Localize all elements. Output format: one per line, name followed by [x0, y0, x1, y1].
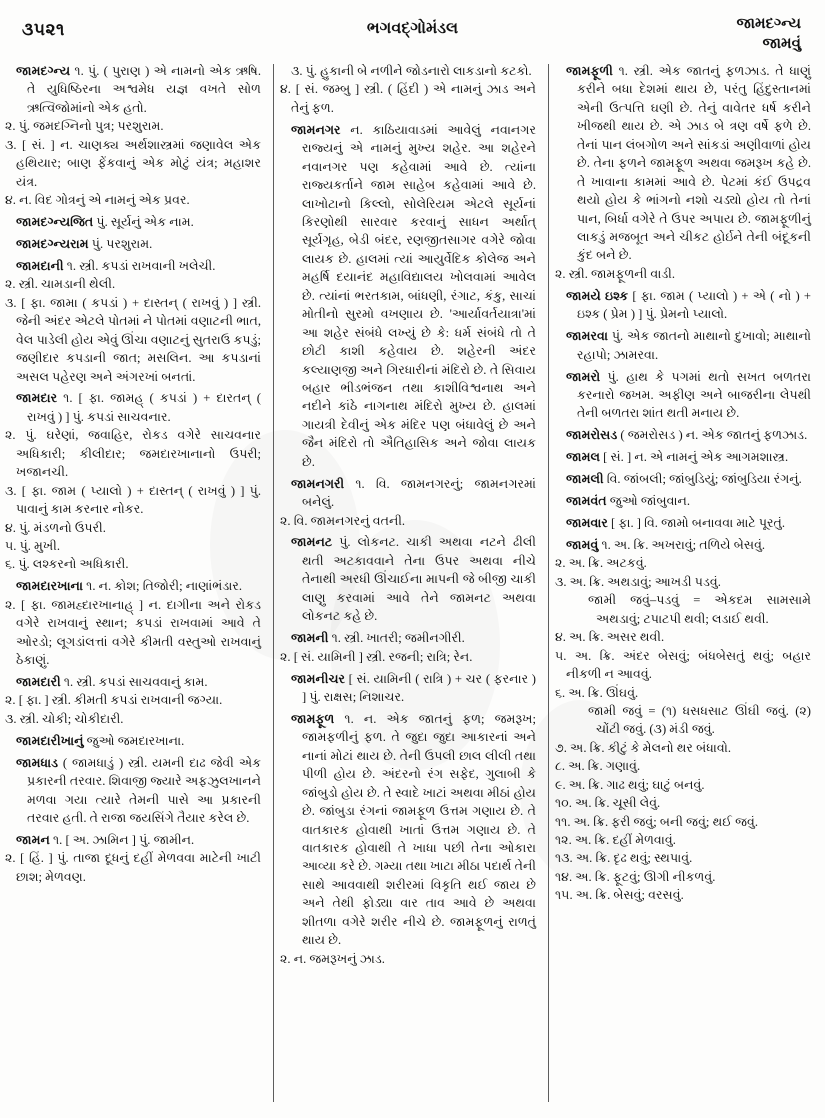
entry-sense-line: ૪. ન. વિદ ગોત્રનું એ નામનું એક પ્રવર. [5, 193, 190, 208]
entry-sense-line: ૯. અ. ક્રિ. ગાઢ થવું; ઘાટું બનવું. [555, 777, 705, 792]
headword: જામલ [566, 450, 600, 465]
entry-sense-line: ૨. [ હિં. ] પું. તાજા દૂધનું દહીં મેળવવા માટેની ખાટી છાશ; મેળવણ. [5, 851, 261, 884]
dictionary-entry [291, 533, 536, 625]
entry-headword-line: જામનગર ન. કાઠિયાવાડમાં આવેલું નવાનગર રાજ્યનું એ નામનું મુખ્ય શહેર. આ શહેરને નવાનગર પણ કહેવામાં આવે છે. ત્યાંના રાજ્યકર્તાને જામ સાહેબ કહેવામાં આવે છે. લાખોટાનો કિલ્લો, સોલેરિયમ એટલે સૂર્યનાં કિરણોથી સારવાર કરવાનું સાધન અર્થાત્ સૂર્યગૃહ, બેડી બંદર, રણજીતસાગર વગેરે જોવા લાયક છે. હાલમાં ત્યાં આયુર્વેદિક કોલેજ અને મહર્ષિ દયાનંદ મહાવિદ્યાલય ખોલવામાં આવેલ છે. ત્યાંનાં ભરતકામ, બાંધણી, રંગાટ, કંકુ, સાચાં મોતીનો સુરમો વખણાય છે. 'આર્યાવર્તયાત્રા'માં આ શહેર સંબંધે લખ્યું છે કે: ધર્મ સંબંધે તો તે છોટી કાશી કહેવાય છે. શહેરની અંદર કલ્યાણજી અને ગિરધારીનાં મંદિરો છે. તે સિવાય બહાર ભીડભંજન તથા કાશીવિશ્વનાથ અને નદીને કાંઠે નાગનાથ મંદિરો મુખ્ય છે. હાલમાં ગાયત્રી દેવીનું એક મંદિર પણ બંધાવેલું છે અને જૈન મંદિરો તો ઐતિહાસિક અને જોવા લાયક છે. [291, 122, 536, 469]
entry-sense-line: ૫. અ. ક્રિ. અંદર બેસવું; બંધબેસતું થવું; બહાર નીકળી ન આવવું. [555, 648, 811, 682]
headword: જામનગર [291, 122, 341, 137]
entry-sense-line: ૧૪. અ. ક્રિ. ફૂટવું; ઊગી નીકળવું. [555, 869, 716, 884]
entry-sense-line: ૨. અ. ક્રિ. અટકવું. [555, 556, 647, 571]
headword: જામદગ્ન્ય [16, 64, 71, 78]
entry-sense-line: ૩. અ. ક્રિ. અથડાવું; આખડી પડવું. [555, 574, 721, 589]
entry-sense-line: ૨. સ્ત્રી. જામફૂળની વાડી. [555, 266, 675, 281]
entry-sense-line: ૪. પું. મંડળનો ઉપરી. [5, 520, 106, 535]
guide-word-first: જામદગ્ન્ય [736, 16, 801, 32]
entry-headword-line: જામફૂળ ૧. ન. એક જાતનું ફળ; જમરૂખ; જામફળીનું ફળ. તે જુદા જુદા આકારનાં અને નાનાં મોટાં થાય છે. તેની ઉપલી છાલ લીલી તથા પીળી હોય છે. અંદરનો રંગ સફેદ, ગુલાબી કે જાંબુડો હોય છે. તે સ્વાદે ખાટાં અથવા મીઠાં હોય છે. જાંબુડા રંગનાં જામફૂળ ઉત્તમ ગણાય છે. તે વાતકારક હોવાથી ખાતાં ઉત્તમ ગણાય છે. તે વાતકારક હોવાથી તે ખાધા પછી તેના ઓકારા આવ્યા કરે છે. ગમ્યા તથા ખાટા મીઠા પદાર્થ તેની સાથે આવવાથી શરીરમાં વિકૃતિ થઈ જાય છે અને તેથી ફોડ્યા વાર તાવ આવે છે અથવા શીતળા વગેરે શરીર નીચે છે. જામફૂળનું રાળતું થાય છે. [291, 711, 536, 948]
entry-headword-line: જામનીચર [ સં. યામિની ( રાત્રિ ) + ચર ( ફરનાર ) ] પું. રાક્ષસ; નિશાચર. [291, 671, 536, 704]
headword: જામફૂળ [291, 711, 335, 726]
headword: જામનીચર [291, 671, 346, 686]
entry-headword-line: જામવું ૧. અ. ક્રિ. અખરાવું; તળિયે બેસવું. [566, 538, 766, 552]
dictionary-entry [5, 831, 261, 886]
dictionary-entry [555, 62, 811, 283]
headword: જામવંત [566, 494, 607, 509]
entry-sense-line: ૨. ન. જમરૂખનું ઝાડ. [280, 951, 385, 966]
entry-sense-line: ૨. [ ફા. જામહ્દારખાનાહ્ ] ન. દાગીના અને રોકડ વગેરે રાખવાનું સ્થાન; કપડાં રાખવામાં આવે તે ઓરડો; લૂગડાંલત્તાં વગેરે કીમતી વસ્તુઓ રાખવાનું ઠેકાણું. [5, 597, 261, 668]
dictionary-entry [280, 475, 536, 530]
entry-headword-line: જામદાની ૧. સ્ત્રી. કપડાં રાખવાની ખલેચી. [16, 258, 216, 273]
entry-sense-line: ૧૫. અ. ક્રિ. બેસવું; વરસવું. [555, 888, 684, 903]
headword: જામદગ્ન્યરામ [16, 236, 89, 251]
headword: જામરવા [566, 329, 608, 344]
page-number: ૩૫૨૧ [22, 20, 65, 39]
entry-headword-line: જામવંત જુઓ જાંબુવાન. [566, 494, 691, 509]
column-container [0, 62, 825, 1108]
headword: જામની [291, 631, 329, 646]
dictionary-entry [566, 470, 811, 488]
entry-headword-line: જામદાર ૧. [ ફા. જામહ્ ( કપડાં ) + દારતન્ ( રાખવું ) ] પું. કપડાં સાચવનાર. [16, 391, 261, 424]
text-column-1 [0, 62, 275, 1108]
entry-headword-line: જામન ૧. [ અ. ઝામિન ] પું. જામીન. [16, 833, 195, 847]
entry-headword-line: જામલી વિ. જાંબલી; જાંબુડિયું; જાંબુડિયા રંગનું. [566, 472, 802, 487]
entry-sense-line: ૩. [ ફા. જામ ( પ્યાલો ) + દાસ્તન્ ( રાખવું ) ] પું. પાવાનું કામ કરનાર નોકર. [5, 483, 261, 517]
entry-sense-line: ૫. પું. મુખી. [5, 538, 61, 553]
dictionary-entry [5, 257, 261, 386]
dictionary-entry [280, 629, 536, 666]
entry-headword-line: જામદગ્ન્યજિત પું. સૂર્યનું એક નામ. [16, 215, 194, 229]
entry-sense-line: ૨. પું. ઘરેણાં, જવાહિર, રોકડ વગેરે સાચવનાર અધિકારી; કીલીદાર; જમદારખાનાનો ઉપરી; ખજાનચી. [5, 428, 261, 480]
dictionary-entry [16, 213, 261, 231]
entry-headword-line: જામરોસડ ( જમરોસડ ) ન. એક જાતનું ફળઝાડ. [566, 428, 808, 443]
dictionary-entry [555, 536, 811, 905]
entry-sense-line: ૮. અ. ક્રિ. ગણાવું. [555, 759, 641, 774]
entry-headword-line: જામધાડ ( જામધાડું ) સ્ત્રી. યમની દાઢ જેવી એક પ્રકારની તરવાર. શિવાજી જ્યારે અફઝુલખાનને મળવા ગયા ત્યારે તેમની પાસે આ પ્રકારની તરવાર હતી. તે રાજા જયસિંગે તૈયાર કરેલ છે. [16, 755, 261, 826]
headword: જામનગરી [291, 476, 345, 491]
dictionary-entry [280, 710, 536, 968]
entry-headword-line: જામદગ્ન્યરામ પું. પરશુરામ. [16, 236, 153, 251]
headword: જામરો [566, 369, 601, 384]
dictionary-entry [16, 732, 261, 750]
page-header [0, 14, 825, 62]
headword: જામદારીખાનું [16, 733, 84, 748]
dictionary-entry [566, 514, 811, 532]
dictionary-entry [5, 389, 261, 573]
dictionary-entry [291, 670, 536, 707]
entry-sense-line: ૬. પું. લશ્કરનો અધિકારી. [5, 557, 129, 572]
headword: જામવું [566, 538, 599, 552]
headword: જામરોસડ [566, 428, 618, 443]
headword: જામદાર [16, 391, 58, 406]
dictionary-entry [566, 287, 811, 324]
text-column-2 [275, 62, 550, 1108]
entry-headword-line: જામદારખાના ૧. ન. કોશ; તિજોરી; નાણાંભંડાર. [16, 579, 242, 594]
dictionary-entry [5, 577, 261, 669]
headword: જામવાર [566, 516, 608, 531]
dictionary-entry [291, 121, 536, 471]
entry-headword-line: જામદગ્ન્ય ૧. પું. ( પુરાણ ) એ નામનો એક ઋષિ. તે યુધિષ્ઠિરના અશ્વમેધ યજ્ઞ વખતે સોળ ઋત્વિજોમાંનો એક હતો. [16, 64, 261, 115]
dictionary-entry [566, 448, 811, 466]
entry-sense-line: ૪. [ સં. જમ્બુ ] સ્ત્રી. ( હિંદી ) એ નામનું ઝાડ અને તેનું ફળ. [280, 82, 536, 115]
dictionary-entry [566, 426, 811, 444]
dictionary-entry [566, 327, 811, 364]
entry-headword-line: જામનટ પું. લોકનટ. ચાકી અથવા નટને ઢીલી થતી અટકાવવાને તેના ઉપર અથવા નીચે તેનાથી અરધી ઊંચાઈના માપની જે બીજી ચાકી લાણુ કરવામાં આવે તેને જામનટ અથવા લોકનટ કહે છે. [291, 535, 536, 624]
dictionary-entry [16, 235, 261, 253]
entry-sense-line: ૨. [ ફા. ] સ્ત્રી. કીમતી કપડાં રાખવાની જગ્યા. [5, 693, 223, 708]
headword: જામદાની [16, 258, 64, 273]
entry-headword-line: જામલ [ સં. ] ન. એ નામનું એક આગમશાસ્ત્ર. [566, 450, 789, 465]
headword: જામફૂળી [566, 64, 613, 78]
headword: જામદગ્ન્યજિત [16, 215, 94, 229]
headword: જામન [16, 833, 50, 847]
entry-sense-line: ૨. સ્ત્રી. ચામડાની થેલી. [5, 277, 116, 292]
entry-headword-line: જામરો પું. હાથ કે પગમાં થતો સખત બળતરા કરનારો જખમ. અફીણ અને બાજરીના લેપથી તેની બળતરા શાંત થતી મનાય છે. [566, 369, 811, 421]
headword: જામલી [566, 472, 604, 487]
dictionary-entry [566, 492, 811, 510]
entry-sense-line: ૧૧. અ. ક્રિ. ફરી જવું; બની જવું; થઈ જવું. [555, 814, 759, 829]
headword: જામદારખાના [16, 579, 83, 594]
dictionary-entry [16, 754, 261, 828]
entry-sense-line: ૩. સ્ત્રી. ચોકી; ચોકીદારી. [5, 711, 124, 726]
entry-sense-line: જામી જવું = (૧) ધસધસાટ ઊંઘી જવું. (૨) ચોંટી જવું. (૩) મંડી જવું. [588, 703, 811, 737]
dictionary-entry [5, 62, 261, 210]
entry-headword-line: જામદારીખાનું જુઓ જમદારખાના. [16, 733, 185, 748]
entry-headword-line: જામયે ઇશ્ક [ ફા. જામ ( પ્યાલો ) + એ ( નો ) + ઇશ્ક ( પ્રેમ ) ] પું. પ્રેમનો પ્યાલો. [566, 288, 811, 322]
entry-sense-line: ૪. અ. ક્રિ. અસર થવી. [555, 630, 665, 645]
dictionary-title: ભગવદ્ગોમંડલ [366, 20, 459, 37]
entry-headword-line: જામની ૧. સ્ત્રી. ખાતરી; જમીનગીરી. [291, 631, 465, 646]
entry-sense-line: ૨. [ સં. યામિની ] સ્ત્રી. રજની; રાત્રિ; રેન. [280, 649, 473, 664]
text-column-3 [550, 62, 825, 1108]
entry-headword-line: જામવાર [ ફા. ] વિ. જામો બનાવવા માટે પૂરતું. [566, 516, 785, 531]
entry-sense-line: ૩. [ સં. ] ન. ચાણક્ય અર્થશાસ્ત્રમાં જણાવેલ એક હથિયાર; બાણ ફેંકવાનું એક મોટું યંત્ર; મહાશર યંત્ર. [5, 137, 261, 189]
dictionary-entry [566, 368, 811, 423]
guide-word-last: જામવું [762, 36, 801, 53]
guide-words [736, 14, 801, 55]
headword: જામદારી [16, 675, 61, 689]
entry-headword-line: જામફૂળી ૧. સ્ત્રી. એક જાતનું ફળઝાડ. તે ધાણું કરીને બધા દેશમાં થાય છે, પરંતુ હિંદુસ્તાનમાં એની ઉત્પત્તિ ઘણી છે. તેનું વાવેતર ધર્ષ કરીને ખીજથી થાય છે. એ ઝાડ બે ત્રણ વર્ષે ફળે છે. તેનાં પાન લંબગોળ અને સાંકડાં અણીવાળાં હોય છે. તેના ફળને જામફૂળ અથવા જમરૂખ કહે છે. તે ખાવાના કામમાં આવે છે. પેટમાં કંઈ ઉપદ્રવ થયો હોય કે ભાંગનો નશો ચડ્યો હોય તો તેનાં પાન, બિર્ધા વગેરે તે ઉપર અપાય છે. જામફૂળીનું લાકડું મજબૂત અને ચીકટ હોર્ઇને તેની બંદૂકની કુંદ બને છે. [566, 64, 811, 263]
entry-sense-line: ૧૩. અ. ક્રિ. દૃઢ થવું; સ્થપાવું. [555, 851, 693, 866]
entry-sense-line: ૩. પું. હુકાની બે નળીને જોડનારો લાકડાનો કટકો. [291, 64, 532, 78]
dictionary-entry [5, 673, 261, 728]
entry-headword-line: જામરવા પું. એક જાતનો માથાનો દુખાવો; માથાનો રહાપો; ઝામરવા. [566, 329, 811, 362]
entry-sense-line: ૭. અ. ક્રિ. કીટું કે મેલનો થર બંધાવો. [555, 740, 731, 755]
entry-headword-line: જામદારી ૧. સ્ત્રી. કપડાં સાચવવાનું કામ. [16, 675, 208, 689]
entry-headword-line: જામનગરી ૧. વિ. જામનગરનું; જામનગરમાં બનેલું. [291, 476, 536, 510]
headword: જામનટ [291, 535, 333, 550]
entry-sense-line: ૨. વિ. જામનગરનું વતની. [280, 513, 406, 528]
entry-sense-line: ૩. [ ફા. જામા ( કપડાં ) + દાસ્તન્ ( રાખવું ) ] સ્ત્રી. જેની અંદર એટલે પોતમાં ને પોતમાં વણાટની ભાત, વેલ પાડેલી હોય એવું ઊંચા વણાટનું સુતરાઉ કપડું; જણીદાર કપડાની જાત; મસલિન. આ કપડાનાં અસલ પહેરણ અને અંગરખાં બનતાં. [5, 295, 261, 384]
entry-sense-line: ૧૦. અ. ક્રિ. ચૂસી લેવું. [555, 796, 661, 811]
entry-sense-line: ૨. પું. જમદગ્નિનો પુત્ર; પરશુરામ. [5, 119, 164, 134]
headword: જામધાડ [16, 755, 59, 770]
headword: જામયે ઇશ્ક [566, 288, 629, 303]
entry-sense-line: જામી જવું–પડવું = એકદમ સામસામે અથડાવું; ટપાટપી થવી; લડાઈ થવી. [588, 593, 811, 626]
entry-sense-line: ૬. અ. ક્રિ. ઊંઘવું. [555, 685, 639, 700]
entry-sense-line: ૧૨. અ. ક્રિ. દહીં મેળવાવું. [555, 833, 676, 847]
dictionary-entry [280, 62, 536, 117]
